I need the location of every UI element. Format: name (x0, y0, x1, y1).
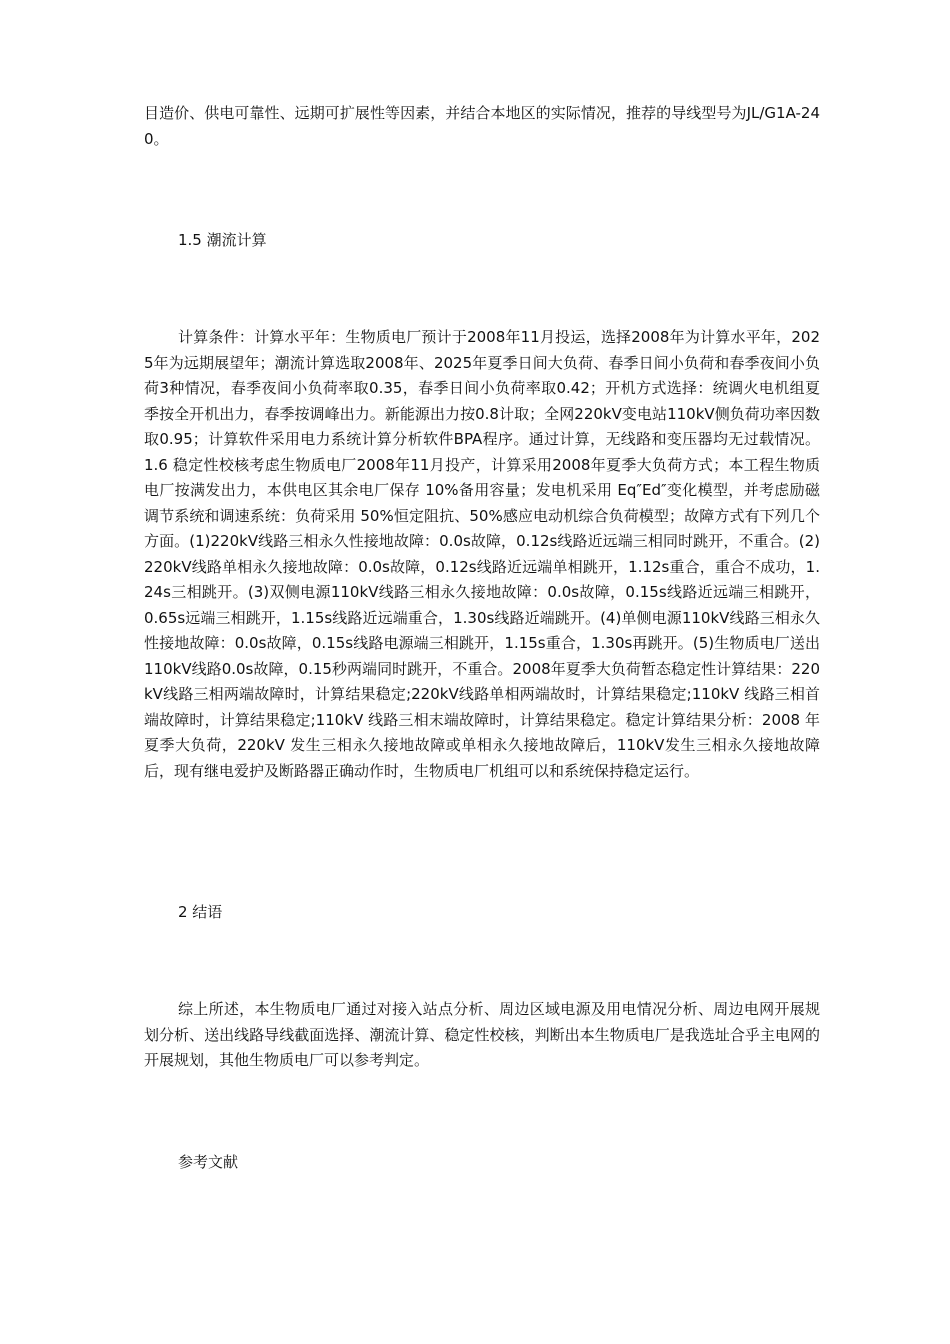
section-heading-power-flow: 1.5 潮流计算 (178, 231, 267, 249)
section-heading-references: 参考文献 (178, 1153, 239, 1171)
paragraph-conductor-selection: 目造价、供电可靠性、远期可扩展性等因素，并结合本地区的实际情况，推荐的导线型号为JL/G1A-240。 (144, 104, 820, 148)
section-heading-conclusion: 2 结语 (178, 903, 223, 921)
paragraph-calculation-conditions: 计算条件：计算水平年：生物质电厂预计于2008年11月投运，选择2008年为计算水平年，2025年为远期展望年；潮流计算选取2008年、2025年夏季日间大负荷、春季日间小负荷和春季夜间小负荷3种情况，春季夜间小负荷率取0.35，春季日间小负荷率取0.42；开机方式选择：统调火电机组夏季按全开机出力，春季按调峰出力。新能源出力按0.8计取；全网220kV变电站110kV侧负荷功率因数取0.95；计算软件采用电力系统计算分析软件BPA程序。通过计算，无线路和变压器均无过载情况。1.6 稳定性校核考虑生物质电厂2008年11月投产，计算采用2008年夏季大负荷方式；本工程生物质电厂按满发出力，本供电区其余电厂保存 10%备用容量；发电机采用 Eq″Ed″变化模型，并考虑励磁调节系统和调速系统：负荷采用 50%恒定阻抗、50%感应电动机综合负荷模型；故障方式有下列几个方面。(1)220kV线路三相永久性接地故障：0.0s故障，0.12s线路近远端三相同时跳开，不重合。(2)220kV线路单相永久接地故障：0.0s故障，0.12s线路近远端单相跳开，1.12s重合，重合不成功，1.24s三相跳开。(3)双侧电源110kV线路三相永久接地故障：0.0s故障，0.15s线路近远端三相跳开，0.65s远端三相跳开，1.15s线路近远端重合，1.30s线路近端跳开。(4)单侧电源110kV线路三相永久性接地故障：0.0s故障，0.15s线路电源端三相跳开，1.15s重合，1.30s再跳开。(5)生物质电厂送出110kV线路0.0s故障，0.15秒两端同时跳开，不重合。2008年夏季大负荷暂态稳定性计算结果：220kV线路三相两端故障时，计算结果稳定;220kV线路单相两端故时，计算结果稳定;110kV 线路三相首端故障时，计算结果稳定;110kV 线路三相末端故障时，计算结果稳定。稳定计算结果分析：2008 年夏季大负荷，220kV 发生三相永久接地故障或单相永久接地故障后，110kV发生三相永久接地故障后，现有继电爱护及断路器正确动作时，生物质电厂机组可以和系统保持稳定运行。 (144, 328, 820, 780)
paragraph-conclusion: 综上所述，本生物质电厂通过对接入站点分析、周边区域电源及用电情况分析、周边电网开展规划分析、送出线路导线截面选择、潮流计算、稳定性校核，判断出本生物质电厂是我选址合乎主电网的开展规划，其他生物质电厂可以参考判定。 (144, 1000, 820, 1069)
